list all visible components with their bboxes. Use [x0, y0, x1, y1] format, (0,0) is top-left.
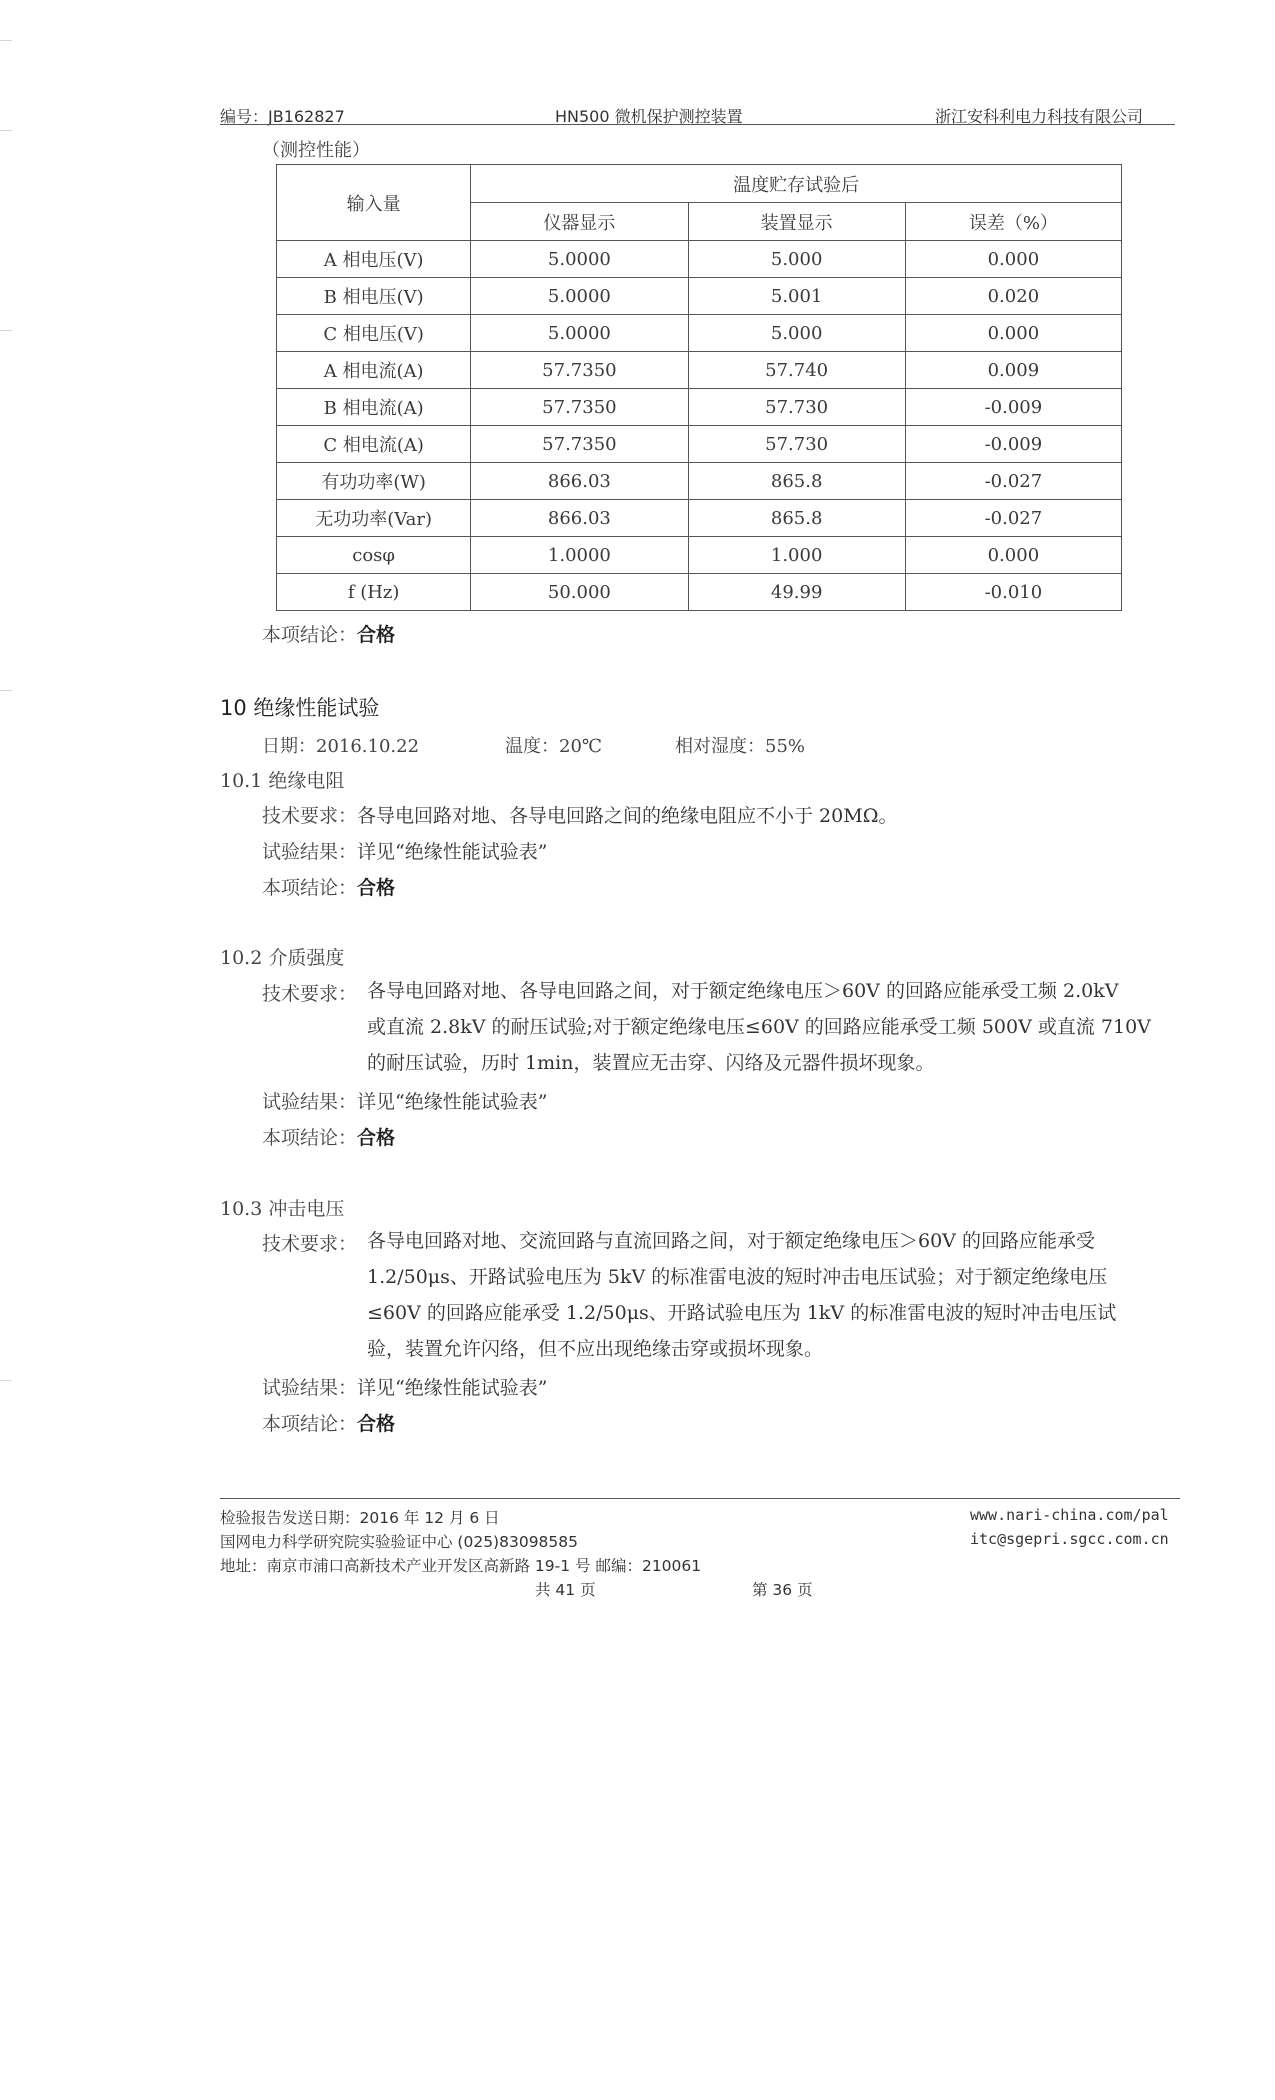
section-label: （测控性能）	[262, 140, 370, 161]
conclusion-label: 本项结论：	[262, 877, 358, 899]
error-value: -0.010	[905, 574, 1121, 611]
scan-margin-mark	[0, 40, 12, 41]
conclusion-label: 本项结论：	[262, 624, 358, 646]
table-row	[277, 315, 1122, 352]
row-name: A 相电流(A)	[277, 352, 471, 389]
result-label: 试验结果：	[262, 1377, 358, 1399]
requirement-line: 1.2/50μs、开路试验电压为 5kV 的标准雷电波的短时冲击电压试验；对于额定绝缘电压	[367, 1266, 1108, 1288]
table-row	[277, 426, 1122, 463]
device-value: 5.000	[688, 241, 905, 278]
instrument-value: 50.000	[471, 574, 688, 611]
row-name: 无功功率(Var)	[277, 500, 471, 537]
requirement-line: 各导电回路对地、各导电回路之间，对于额定绝缘电压＞60V 的回路应能承受工频 2.0kV	[367, 980, 1119, 1002]
conclusion-value: 合格	[357, 877, 396, 899]
instrument-value: 5.0000	[471, 278, 688, 315]
instrument-value: 866.03	[471, 500, 688, 537]
scan-margin-mark	[0, 330, 12, 331]
company-name: 浙江安科利电力科技有限公司	[935, 107, 1144, 126]
device-value: 57.740	[688, 352, 905, 389]
conclusion-row	[262, 1123, 395, 1150]
result-text: 详见“绝缘性能试验表”	[357, 841, 548, 863]
device-value: 5.001	[688, 278, 905, 315]
scan-margin-mark	[0, 130, 12, 131]
instrument-value: 57.7350	[471, 389, 688, 426]
scan-margin-mark	[0, 690, 12, 691]
website-link[interactable]: www.nari-china.com/pal	[970, 1506, 1169, 1524]
requirement-text: 各导电回路对地、各导电回路之间的绝缘电阻应不小于 20MΩ。	[357, 805, 898, 827]
device-value: 5.000	[688, 315, 905, 352]
subsection-10-3-title: 10.3 冲击电压	[220, 1198, 345, 1220]
requirement-line: 的耐压试验，历时 1min，装置应无击穿、闪络及元器件损坏现象。	[367, 1052, 935, 1074]
row-name: C 相电流(A)	[277, 426, 471, 463]
subsection-10-1-title: 10.1 绝缘电阻	[220, 770, 345, 792]
section-10-title: 10 绝缘性能试验	[220, 696, 380, 720]
header-rule	[220, 124, 1175, 125]
result-text: 详见“绝缘性能试验表”	[357, 1091, 548, 1113]
error-value: -0.009	[905, 426, 1121, 463]
requirement-label: 技术要求：	[262, 983, 358, 1005]
result-row	[262, 1373, 547, 1400]
error-value: -0.027	[905, 500, 1121, 537]
requirement-line: ≤60V 的回路应能承受 1.2/50μs、开路试验电压为 1kV 的标准雷电波的短时冲击电压试	[367, 1302, 1117, 1324]
table-row	[277, 574, 1122, 611]
test-date: 日期：2016.10.22	[262, 736, 420, 757]
row-name: cosφ	[277, 537, 471, 574]
requirement-label: 技术要求：	[262, 1233, 358, 1255]
measurement-table	[276, 164, 1122, 611]
conclusion-value: 合格	[357, 624, 396, 646]
doc-number: 编号：JB162827	[220, 107, 345, 126]
table-row	[277, 241, 1122, 278]
test-humidity: 相对湿度：55%	[675, 736, 806, 757]
table-row	[277, 537, 1122, 574]
row-name: C 相电压(V)	[277, 315, 471, 352]
requirement-text	[367, 1223, 1177, 1367]
device-value: 57.730	[688, 389, 905, 426]
result-row	[262, 837, 547, 864]
total-pages: 共 41 页	[535, 1581, 596, 1599]
error-value: 0.000	[905, 537, 1121, 574]
requirement-row	[262, 801, 897, 828]
table-row	[277, 389, 1122, 426]
result-text: 详见“绝缘性能试验表”	[357, 1377, 548, 1399]
table-row	[277, 500, 1122, 537]
scan-margin-mark	[0, 1380, 12, 1381]
requirement-line: 各导电回路对地、交流回路与直流回路之间，对于额定绝缘电压＞60V 的回路应能承受	[367, 1230, 1095, 1252]
result-label: 试验结果：	[262, 841, 358, 863]
conclusion-label: 本项结论：	[262, 1127, 358, 1149]
device-value: 49.99	[688, 574, 905, 611]
input-header: 输入量	[277, 165, 471, 241]
column-header: 误差（%）	[905, 203, 1121, 241]
table-row	[277, 463, 1122, 500]
subsection-10-2-title: 10.2 介质强度	[220, 947, 345, 969]
device-value: 57.730	[688, 426, 905, 463]
error-value: 0.020	[905, 278, 1121, 315]
test-temperature: 温度：20℃	[505, 736, 603, 757]
device-name: HN500 微机保护测控装置	[555, 107, 743, 126]
table-row	[277, 352, 1122, 389]
requirement-label: 技术要求：	[262, 805, 358, 827]
instrument-value: 5.0000	[471, 315, 688, 352]
row-name: B 相电流(A)	[277, 389, 471, 426]
error-value: 0.009	[905, 352, 1121, 389]
column-header: 装置显示	[688, 203, 905, 241]
requirement-line: 或直流 2.8kV 的耐压试验;对于额定绝缘电压≤60V 的回路应能承受工频 500V 或直流 710V	[367, 1016, 1151, 1038]
error-value: -0.009	[905, 389, 1121, 426]
instrument-value: 866.03	[471, 463, 688, 500]
instrument-value: 57.7350	[471, 426, 688, 463]
send-date: 检验报告发送日期：2016 年 12 月 6 日	[220, 1509, 500, 1527]
row-name: 有功功率(W)	[277, 463, 471, 500]
email-link[interactable]: itc@sgepri.sgcc.com.cn	[970, 1530, 1169, 1548]
conclusion-row	[262, 873, 395, 900]
device-value: 865.8	[688, 463, 905, 500]
error-value: -0.027	[905, 463, 1121, 500]
test-center: 国网电力科学研究院实验验证中心 (025)83098585	[220, 1533, 578, 1551]
table-row	[277, 278, 1122, 315]
table-conclusion	[262, 620, 395, 647]
row-name: f (Hz)	[277, 574, 471, 611]
group-header: 温度贮存试验后	[471, 165, 1122, 203]
column-header: 仪器显示	[471, 203, 688, 241]
device-value: 1.000	[688, 537, 905, 574]
device-value: 865.8	[688, 500, 905, 537]
requirement-line: 验，装置允许闪络，但不应出现绝缘击穿或损坏现象。	[367, 1338, 824, 1360]
instrument-value: 57.7350	[471, 352, 688, 389]
instrument-value: 5.0000	[471, 241, 688, 278]
conclusion-row	[262, 1409, 395, 1436]
address: 地址：南京市浦口高新技术产业开发区高新路 19-1 号 邮编：210061	[220, 1557, 702, 1575]
requirement-text	[367, 973, 1177, 1081]
row-name: B 相电压(V)	[277, 278, 471, 315]
conclusion-value: 合格	[357, 1127, 396, 1149]
result-label: 试验结果：	[262, 1091, 358, 1113]
footer-rule	[220, 1498, 1180, 1499]
instrument-value: 1.0000	[471, 537, 688, 574]
error-value: 0.000	[905, 241, 1121, 278]
conclusion-value: 合格	[357, 1413, 396, 1435]
error-value: 0.000	[905, 315, 1121, 352]
conclusion-label: 本项结论：	[262, 1413, 358, 1435]
result-row	[262, 1087, 547, 1114]
row-name: A 相电压(V)	[277, 241, 471, 278]
page-number: 第 36 页	[752, 1581, 813, 1599]
